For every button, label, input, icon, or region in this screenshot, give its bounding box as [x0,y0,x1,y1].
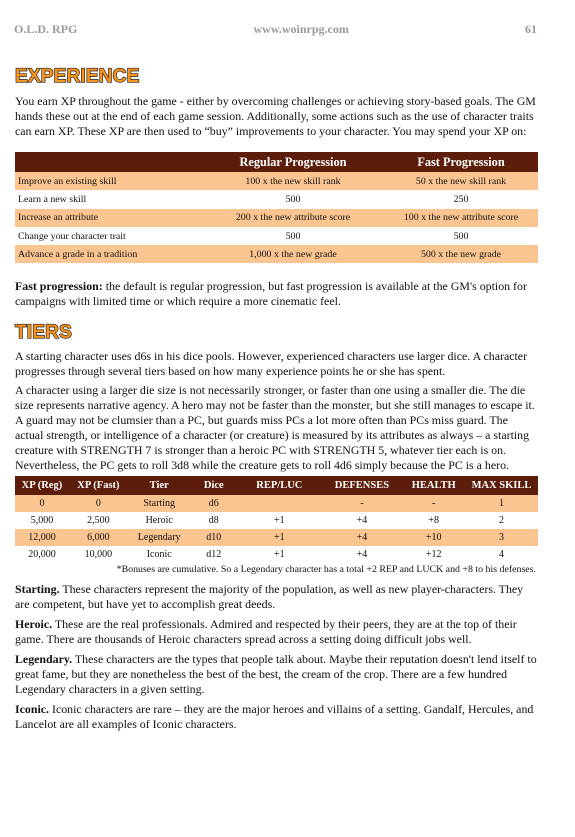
tier-description-text: These are the real professionals. Admired and respected by their peers, they are at the top of their game. There are thousands of Heroic characters spread across a setting doing difficult jobs well. [15,617,517,647]
tiers-table-header: XP (Fast) [69,476,128,495]
tiers-table-header: Tier [128,476,190,495]
xp-row-label: Advance a grade in a tradition [15,245,202,263]
tier-description-text: These characters represent the majority of the population, as well as new player-characters. They are competent, but have yet to accomplish great deeds. [15,582,524,612]
tier-description-text: These characters are the types that people talk about. Maybe their reputation doesn't lend itself to great fame, but they are nonetheless the best of the best, the cream of the crop. There are a few hundred Legendary characters in a given setting. [15,652,537,697]
tiers-table-cell: +1 [237,512,321,529]
xp-row-label: Change your character trait [15,227,202,245]
tiers-table-cell: +4 [321,529,402,546]
tiers-table-cell: +1 [237,546,321,563]
tiers-table-cell: Legendary [128,529,190,546]
fast-progression-label: Fast progression: [15,279,103,294]
tier-description [15,617,538,647]
xp-table-header [15,152,202,172]
tiers-table-cell: 2 [465,512,538,529]
tiers-table-header: MAX SKILL [465,476,538,495]
tiers-table-row [15,529,538,546]
tiers-table-row [15,546,538,563]
tiers-table-row [15,495,538,512]
xp-table-header: Fast Progression [384,152,538,172]
running-header [14,22,537,37]
tiers-table-cell: d6 [190,495,237,512]
tier-description-label: Heroic. [15,617,53,632]
xp-cost-cell: 50 x the new skill rank [384,172,538,190]
tiers-table-cell: 1 [465,495,538,512]
tiers-table-cell: 5,000 [15,512,69,529]
xp-table-row [15,209,538,227]
tiers-table-cell: +4 [321,512,402,529]
tiers-table-row [15,512,538,529]
tiers-table-cell: 12,000 [15,529,69,546]
tiers-table-cell: d12 [190,546,237,563]
tiers-paragraph-1: A starting character uses d6s in his dice pools. However, experienced characters use larger dice. A character progresses through several tiers based on how many experience points he or she has spent. [15,349,528,379]
xp-table-row [15,227,538,245]
tiers-table-cell: 0 [15,495,69,512]
tiers-table-header: REP/LUC [237,476,321,495]
tiers-footnote: *Bonuses are cumulative. So a Legendary character has a total +2 REP and LUCK and +8 to his defenses. [116,564,536,576]
tiers-table-cell: Starting [128,495,190,512]
xp-cost-cell: 100 x the new skill rank [202,172,384,190]
header-title: O.L.D. RPG [14,22,78,36]
tiers-table-cell: +1 [237,529,321,546]
tiers-table-cell: 3 [465,529,538,546]
tiers-table-cell: d10 [190,529,237,546]
page-content [15,66,538,732]
xp-cost-cell: 500 [202,190,384,208]
tiers-table-cell: d8 [190,512,237,529]
tier-description [15,582,538,612]
tiers-table-cell: 2,500 [69,512,128,529]
tiers-table-cell: 0 [69,495,128,512]
tiers-table-cell: +12 [402,546,465,563]
tiers-table-header: DEFENSES [321,476,402,495]
xp-cost-cell: 100 x the new attribute score [384,209,538,227]
xp-row-label: Improve an existing skill [15,172,202,190]
tiers-table-header: Dice [190,476,237,495]
tier-description-label: Legendary. [15,652,73,667]
xp-table-row [15,190,538,208]
xp-cost-cell: 200 x the new attribute score [202,209,384,227]
tiers-table-cell: Heroic [128,512,190,529]
tier-description [15,652,538,697]
experience-heading: EXPERIENCE [15,66,140,87]
header-url[interactable]: www.woinrpg.com [253,22,349,36]
tier-description [15,702,538,732]
xp-table-header: Regular Progression [202,152,384,172]
tiers-table-cell: 10,000 [69,546,128,563]
xp-row-label: Learn a new skill [15,190,202,208]
xp-cost-cell: 500 x the new grade [384,245,538,263]
fast-progression-text: the default is regular progression, but fast progression is available at the GM's option for campaigns with limited time or which require a more cinematic feel. [15,279,527,309]
xp-cost-cell: 500 [202,227,384,245]
xp-cost-cell: 1,000 x the new grade [202,245,384,263]
tiers-heading: TIERS [15,322,72,344]
xp-cost-cell: 500 [384,227,538,245]
tiers-table-header: HEALTH [402,476,465,495]
tiers-table-header: XP (Reg) [15,476,69,495]
tiers-table-header-row [15,476,538,495]
xp-row-label: Increase an attribute [15,209,202,227]
xp-table-row [15,245,538,263]
tier-description-label: Iconic. [15,702,50,717]
tiers-table-cell [237,495,321,512]
tiers-table-cell: +10 [402,529,465,546]
tiers-table [15,476,538,563]
tiers-paragraph-2: A character using a larger die size is not necessarily stronger, or faster than one using a smaller die. The die size represents narrative agency. A hero may not be faster than the monster, but she still manages to escape it. A guard may not be clumsier than a PC, but guards miss PCs a lot more often than PCs miss guard. The actual strength, or intelligence of a character (or creature) is measured by its attributes as always – a starting creature with STRENGTH 7 is stronger than a heroic PC with STRENGTH 5, whatever tier each is on. Nevertheless, the PC gets to roll 3d8 while the creature gets to roll 4d6 simply because the PC is a hero. [15,383,535,473]
tiers-table-cell: Iconic [128,546,190,563]
tier-descriptions [15,582,538,732]
xp-cost-cell: 250 [384,190,538,208]
tier-description-text: Iconic characters are rare – they are the major heroes and villains of a setting. Gandalf, Hercules, and Lancelot are all examples of Iconic characters. [15,702,534,732]
experience-intro: You earn XP throughout the game - either by overcoming challenges or achieving story-based goals. The GM hands these out at the end of each game session. Additionally, some actions such as the use of character traits can earn XP. These XP are then used to “buy” improvements to your character. You may spend your XP on: [15,94,536,138]
page-number: 61 [525,22,537,36]
xp-table-row [15,172,538,190]
fast-progression-note [15,279,538,309]
tiers-table-cell: - [402,495,465,512]
tier-description-label: Starting. [15,582,60,597]
tiers-table-cell: 4 [465,546,538,563]
tiers-table-cell: +4 [321,546,402,563]
xp-table-header-row [15,152,538,172]
xp-cost-table [15,152,538,263]
tiers-table-cell: - [321,495,402,512]
tiers-table-cell: +8 [402,512,465,529]
tiers-table-cell: 6,000 [69,529,128,546]
tiers-table-cell: 20,000 [15,546,69,563]
